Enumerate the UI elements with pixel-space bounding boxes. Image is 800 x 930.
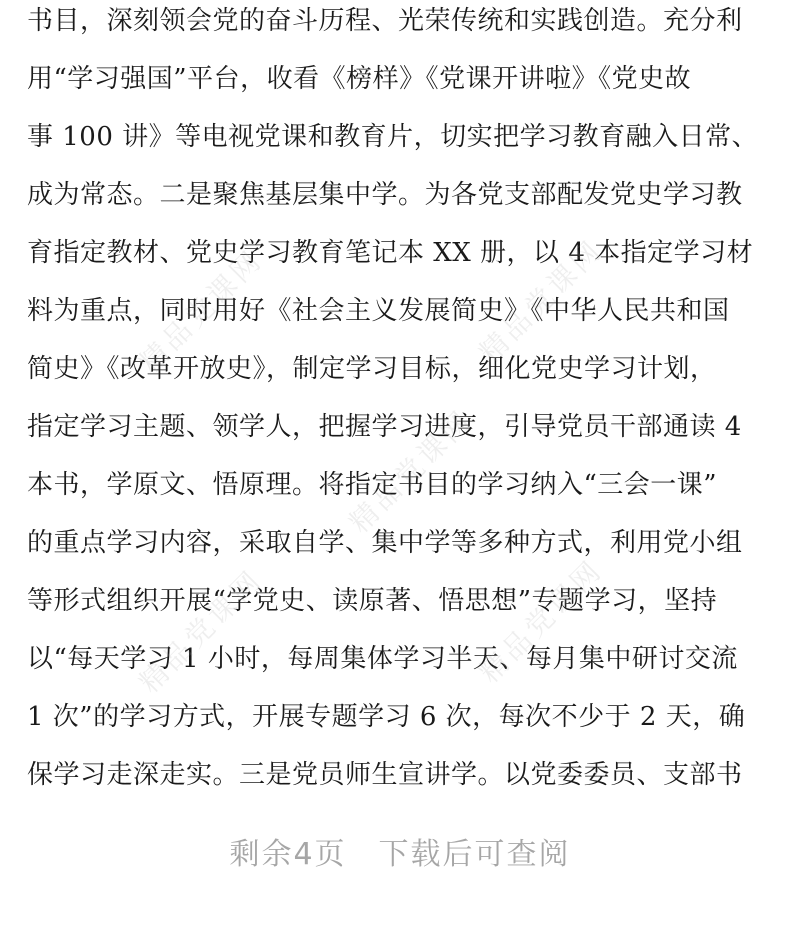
text-line: 的重点学习内容，采取自学、集中学等多种方式，利用党小组 bbox=[27, 528, 743, 558]
text-line: 指定学习主题、领学人，把握学习进度，引导党员干部通读 4 bbox=[27, 412, 742, 442]
text-line: 事 100 讲》等电视党课和教育片，切实把学习教育融入日常、 bbox=[27, 122, 759, 152]
watermark: 精品党课网 bbox=[132, 562, 270, 700]
text-line: 保学习走深走实。三是党员师生宣讲学。以党委委员、支部书 bbox=[27, 760, 743, 790]
text-line: 书目，深刻领会党的奋斗历程、光荣传统和实践创造。充分利 bbox=[27, 6, 743, 36]
download-prompt-label: 剩余4页 下载后可查阅 bbox=[229, 837, 571, 872]
text-line: 料为重点，同时用好《社会主义发展简史》《中华人民共和国 bbox=[27, 296, 730, 326]
text-line: 本书，学原文、悟原理。将指定书目的学习纳入“三会一课” bbox=[27, 470, 718, 500]
download-prompt-button[interactable] bbox=[0, 820, 800, 890]
watermark: 精品党课网 bbox=[132, 242, 270, 380]
watermark: 精品党课网 bbox=[472, 552, 610, 690]
watermark: 精品党课网 bbox=[472, 232, 610, 370]
watermark: 精品党课网 bbox=[342, 402, 480, 540]
text-line: 1 次”的学习方式，开展专题学习 6 次，每次不少于 2 天，确 bbox=[27, 702, 746, 732]
text-line: 等形式组织开展“学党史、读原著、悟思想”专题学习，坚持 bbox=[27, 586, 718, 616]
text-line: 以“每天学习 1 小时，每周集体学习半天、每月集中研讨交流 bbox=[27, 644, 738, 674]
text-line: 成为常态。二是聚焦基层集中学。为各党支部配发党史学习教 bbox=[27, 180, 743, 210]
text-line: 用“学习强国”平台，收看《榜样》《党课开讲啦》《党史故 bbox=[27, 64, 692, 94]
text-line: 简史》《改革开放史》，制定学习目标，细化党史学习计划， bbox=[27, 354, 717, 384]
text-line: 育指定教材、党史学习教育笔记本 XX 册，以 4 本指定学习材 bbox=[27, 238, 754, 268]
